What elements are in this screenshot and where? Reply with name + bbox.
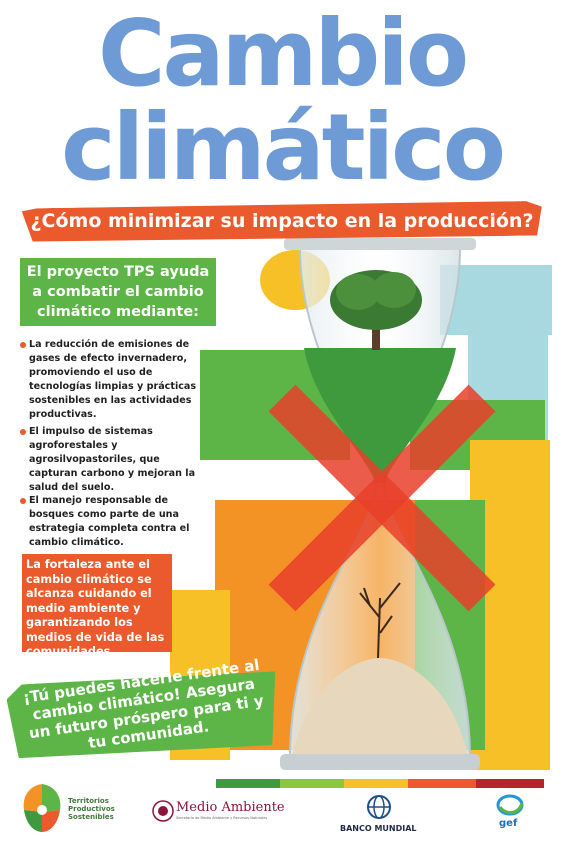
gef-logo-text: gef [499,818,518,829]
title-line-2: climático [61,94,503,201]
medio-ambiente-seal-icon [152,800,174,822]
bullet-item: El impulso de sistemas agroforestales y agrosilvopastoriles, que capturan carbono y mejoran la salud del suelo. [20,425,199,495]
cta-text: ¡Tú puedes hacerle frente al cambio climático! Asegura un futuro próspero para ti y tu comunidad. [21,655,265,753]
bullet-dot [20,342,26,348]
medio-ambiente-subtext: Secretaría de Medio Ambiente y Recursos Naturales [176,816,268,820]
bullet-dot [20,429,26,435]
intro-text: El proyecto TPS ayuda a combatir el cambio climático mediante: [26,264,210,320]
bullet-item: El manejo responsable de bosques como parte de una estrategia completa contra el cambio climático. [20,494,199,550]
red-x-mark [262,378,502,618]
banco-mundial-logo-text: BANCO MUNDIAL [340,824,417,833]
subtitle: ¿Cómo minimizar su impacto en la producción? [30,210,534,232]
bullet-dot [20,498,26,504]
banco-mundial-globe-icon [366,794,392,820]
bullet-item: La reducción de emisiones de gases de efecto invernadero, promoviendo el uso de tecnologías limpias y prácticas sostenibles en las actividades productivas. [20,338,199,422]
tps-logo-text: Territorios Productivos Sostenibles [68,797,115,821]
footer-color-bar [216,779,544,788]
title-line-1: Cambio [97,0,467,107]
resilience-text: La fortaleza ante el cambio climático se alcanza cuidando el medio ambiente y garantizando los medios de vida de las comunidades. [26,558,165,658]
medio-ambiente-logo-text: Medio Ambiente [176,800,285,815]
tps-logo-icon [20,782,64,834]
gef-logo-icon [496,793,524,817]
